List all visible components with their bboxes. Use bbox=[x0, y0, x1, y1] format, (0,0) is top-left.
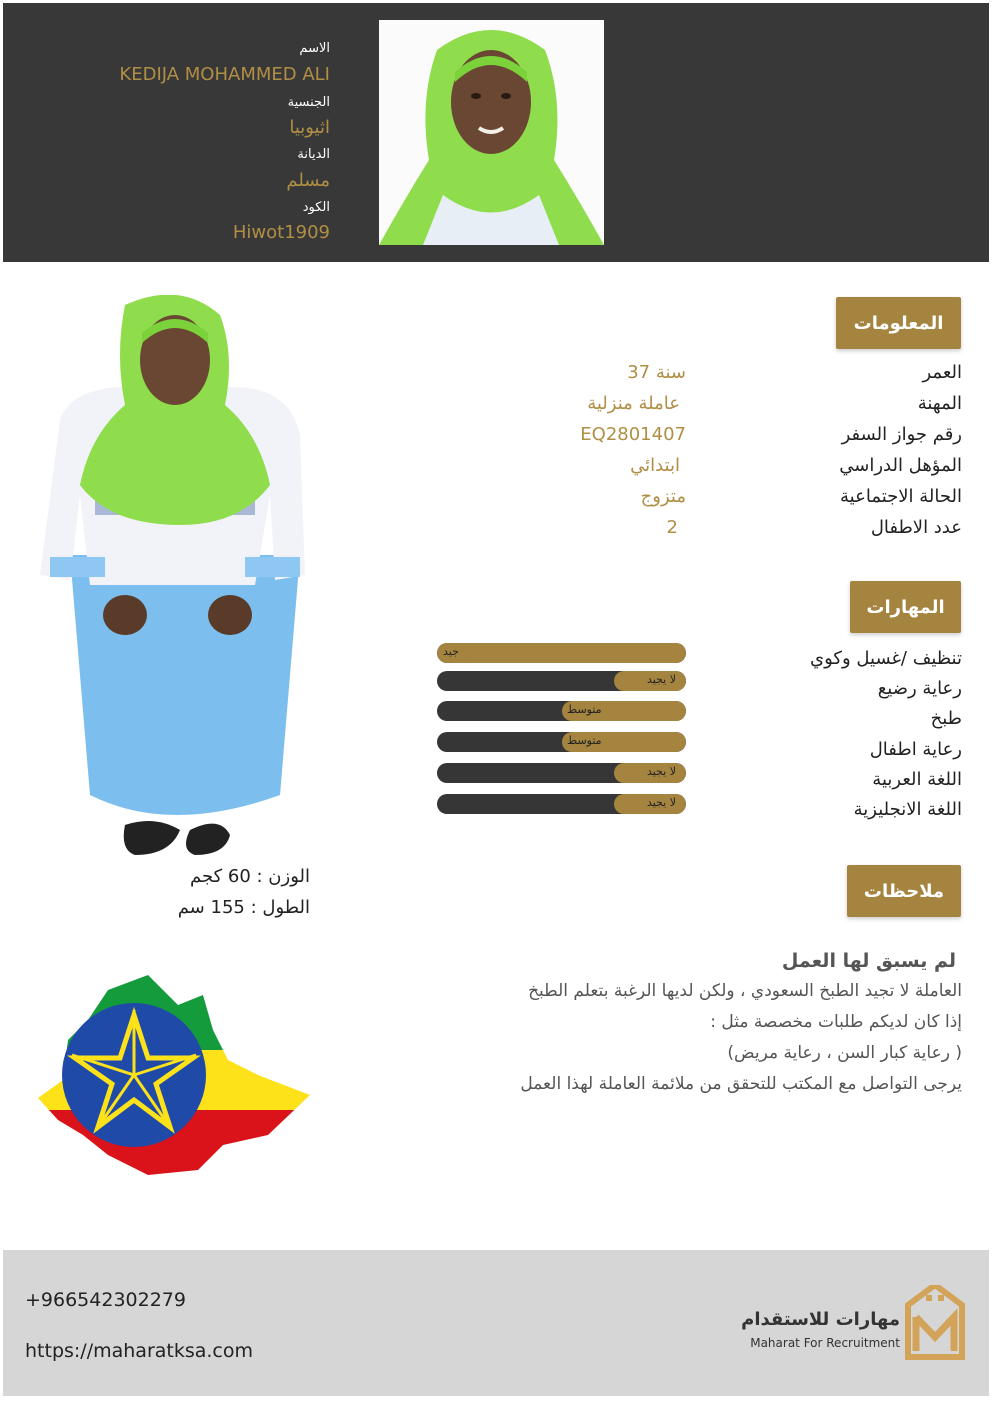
name-value: KEDIJA MOHAMMED ALI bbox=[119, 64, 330, 85]
skill-bar-child-care bbox=[437, 732, 686, 752]
age-label: العمر bbox=[922, 362, 962, 383]
skill-level-infant-care: لا يجيد bbox=[646, 673, 676, 686]
website-link[interactable]: https://maharatksa.com bbox=[25, 1340, 254, 1362]
skill-label-cleaning: تنظيف /غسيل وكوي bbox=[810, 648, 962, 669]
marital-status-label: الحالة الاجتماعية bbox=[840, 486, 962, 507]
skill-level-cleaning: جيد bbox=[443, 645, 459, 658]
logo-arabic-text: مهارات للاستقدام bbox=[741, 1309, 900, 1330]
nationality-label: الجنسية bbox=[287, 95, 330, 110]
children-count-value: 2 bbox=[666, 517, 678, 538]
nationality-value: اثيوبيا bbox=[289, 117, 330, 138]
skill-bar-cooking bbox=[437, 701, 686, 721]
profession-label: المهنة bbox=[917, 393, 962, 414]
full-body-photo bbox=[30, 295, 310, 860]
phone-number[interactable]: +966542302279 bbox=[25, 1289, 186, 1311]
age-value: 37 سنة bbox=[627, 362, 686, 383]
skill-label-english: اللغة الانجليزية bbox=[853, 799, 962, 820]
marital-status-value: متزوج bbox=[640, 486, 686, 507]
education-value: ابتدائي bbox=[630, 455, 680, 476]
religion-label: الديانة bbox=[297, 147, 330, 162]
company-logo bbox=[740, 1285, 970, 1363]
skill-bar-infant-care bbox=[437, 671, 686, 691]
skill-label-cooking: طبخ bbox=[930, 708, 962, 729]
notes-heading: لم يسبق لها العمل bbox=[781, 950, 956, 972]
skill-bar-fill bbox=[437, 643, 686, 663]
skill-label-arabic: اللغة العربية bbox=[872, 769, 962, 790]
skill-level-cooking: متوسط bbox=[567, 703, 602, 716]
notes-section-title: ملاحظات bbox=[847, 865, 961, 917]
note-line-3: ( رعاية كبار السن ، رعاية مريض) bbox=[727, 1043, 962, 1063]
skill-label-infant-care: رعاية رضيع bbox=[877, 678, 962, 699]
skill-level-child-care: متوسط bbox=[567, 734, 602, 747]
note-line-2: إذا كان لديكم طلبات مخصصة مثل : bbox=[710, 1012, 962, 1032]
info-section-title: المعلومات bbox=[836, 297, 961, 349]
weight-stat: الوزن : 60 كجم bbox=[190, 866, 310, 887]
code-label: الكود bbox=[302, 200, 330, 215]
children-count-label: عدد الاطفال bbox=[870, 517, 962, 538]
skill-bar-cleaning bbox=[437, 643, 686, 663]
passport-label: رقم جواز السفر bbox=[841, 424, 962, 445]
name-label: الاسم bbox=[299, 41, 330, 56]
skills-section-title: المهارات bbox=[850, 581, 961, 633]
height-stat: الطول : 155 سم bbox=[177, 897, 310, 918]
skill-label-child-care: رعاية اطفال bbox=[869, 739, 962, 760]
note-line-4: يرجى التواصل مع المكتب للتحقق من ملائمة العاملة لهذا العمل bbox=[520, 1074, 962, 1094]
note-line-1: العاملة لا تجيد الطبخ السعودي ، ولكن لديها الرغبة بتعلم الطبخ bbox=[528, 981, 962, 1001]
ethiopia-flag-map-icon bbox=[28, 970, 313, 1180]
logo-english-text: Maharat For Recruitment bbox=[750, 1336, 900, 1350]
education-label: المؤهل الدراسي bbox=[839, 455, 962, 476]
portrait-photo bbox=[379, 20, 604, 245]
profession-value: عاملة منزلية bbox=[587, 393, 680, 414]
religion-value: مسلم bbox=[286, 170, 330, 191]
passport-value: EQ2801407 bbox=[580, 424, 686, 445]
code-value: Hiwot1909 bbox=[232, 222, 330, 243]
skill-level-arabic: لا يجيد bbox=[646, 765, 676, 778]
skill-bar-english bbox=[437, 794, 686, 814]
skill-level-english: لا يجيد bbox=[646, 796, 676, 809]
skill-bar-arabic bbox=[437, 763, 686, 783]
